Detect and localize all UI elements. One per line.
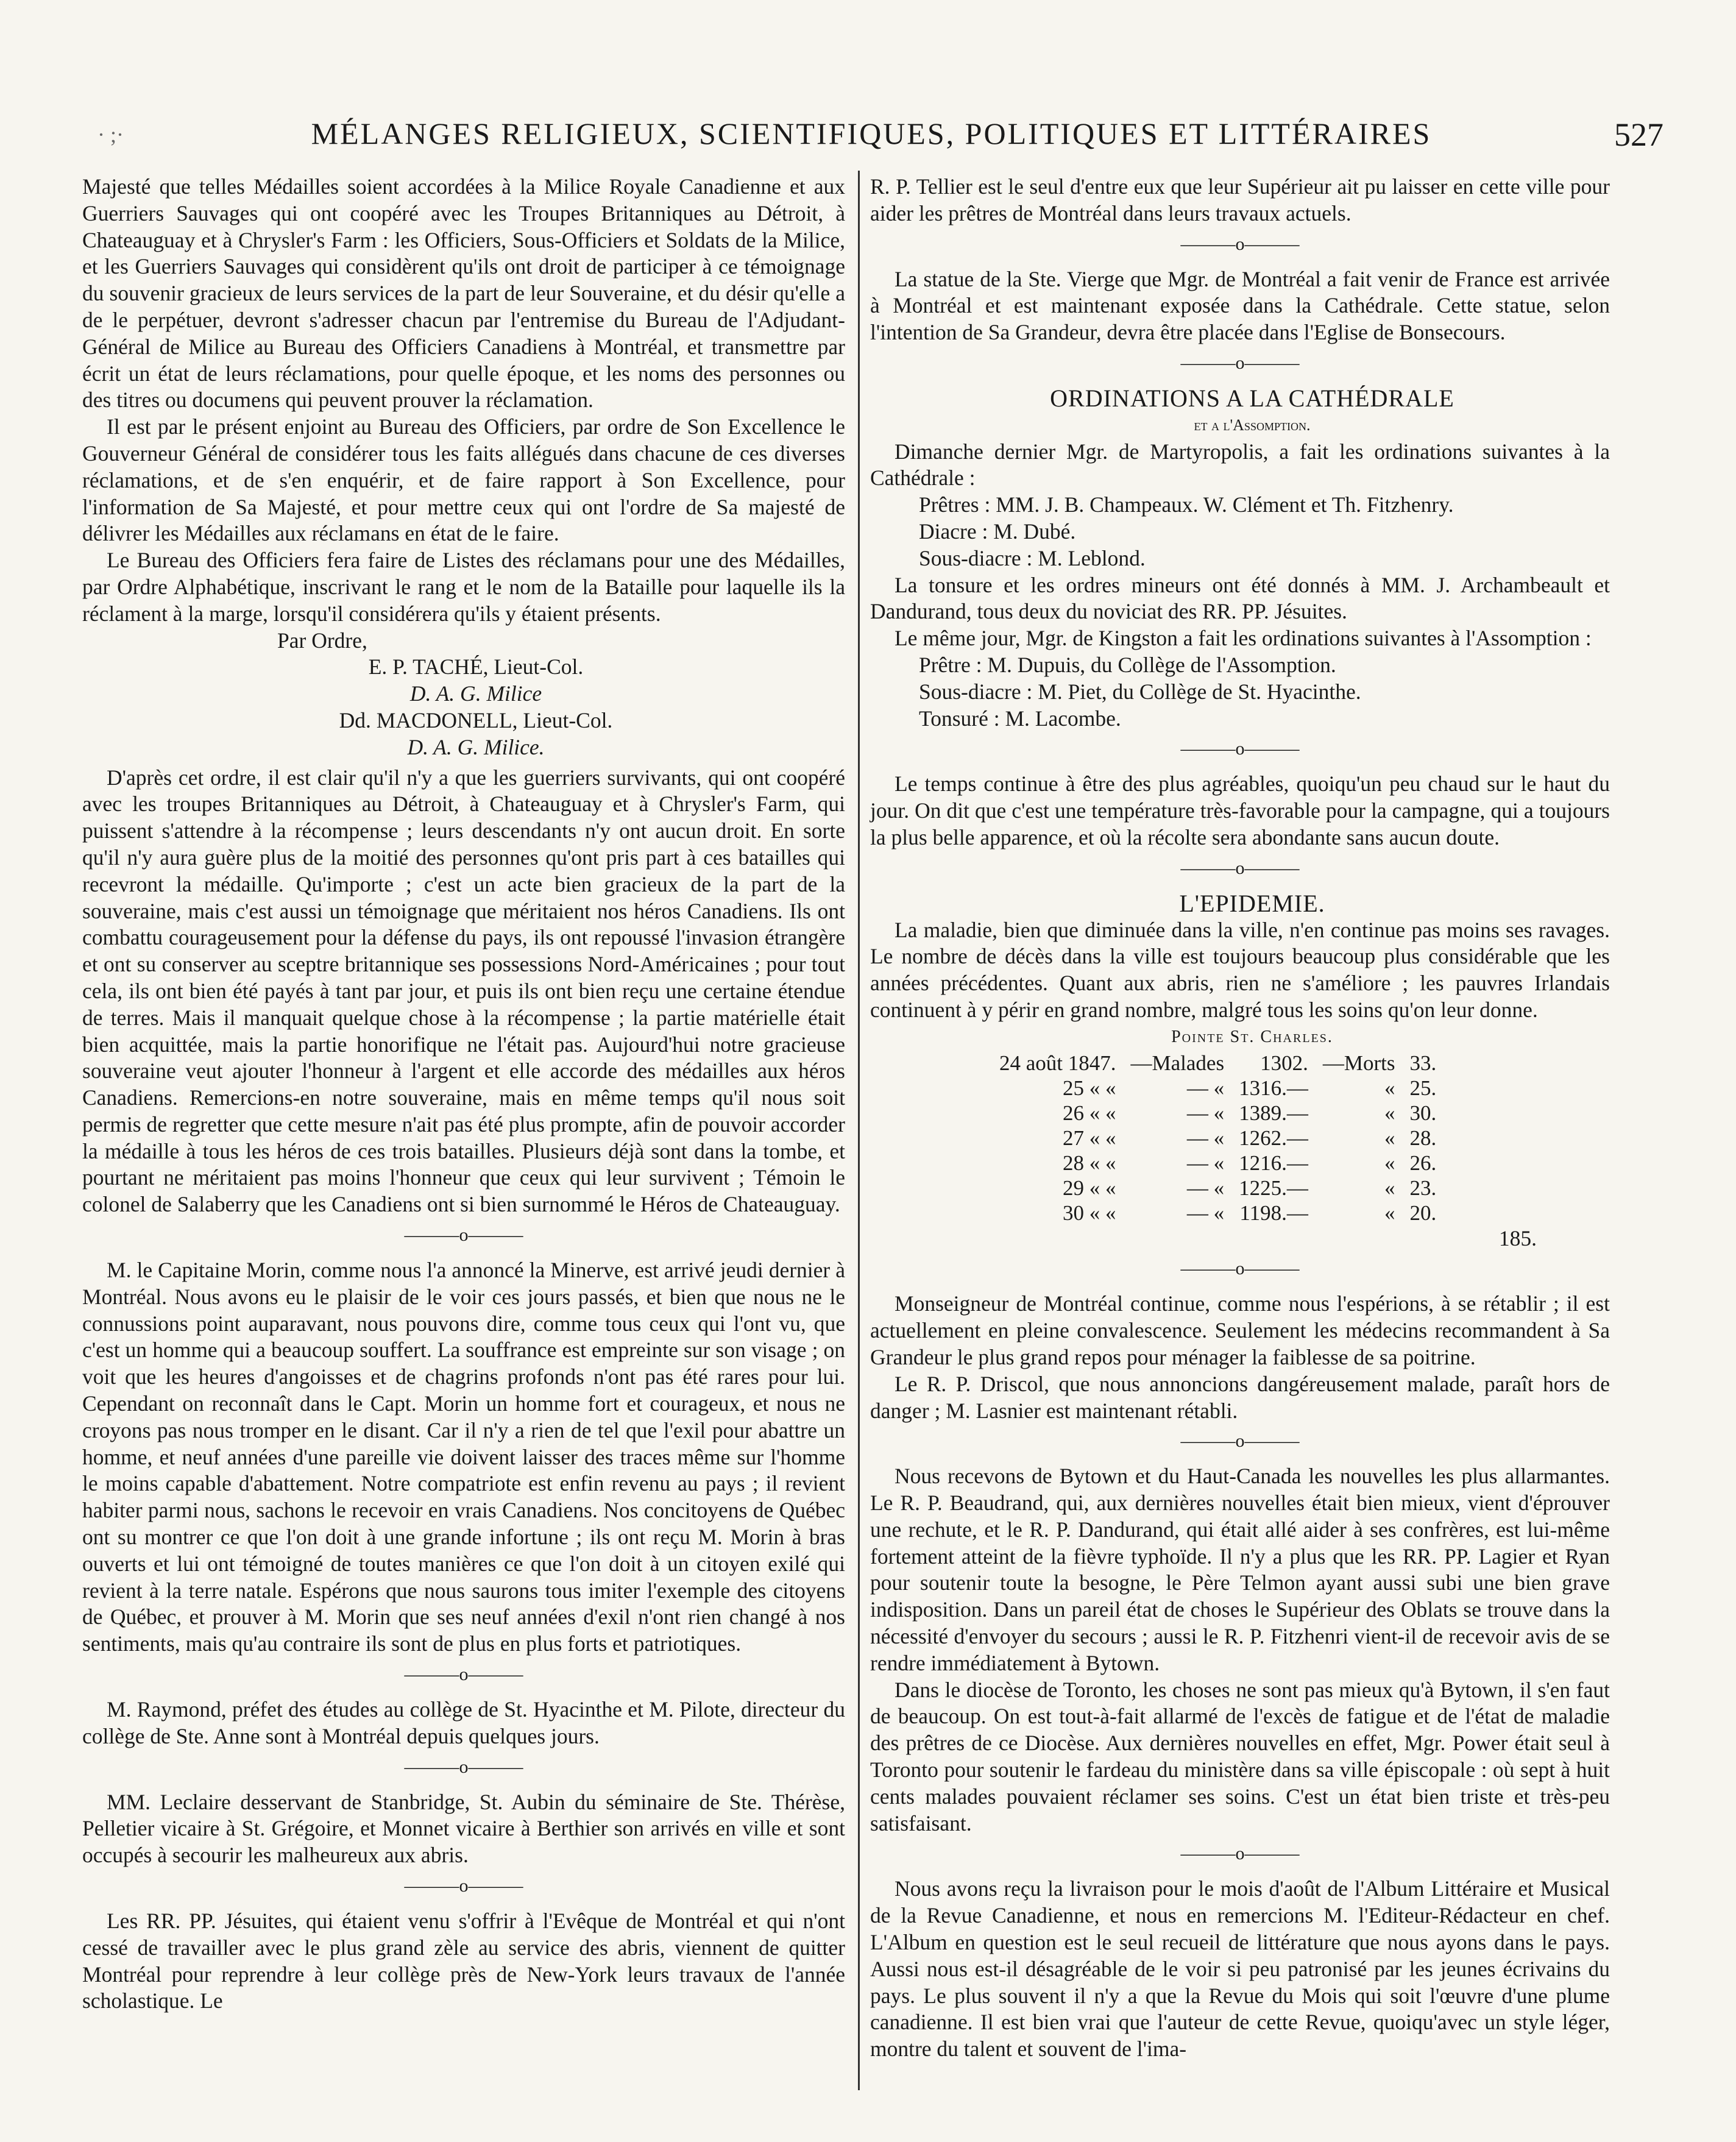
- paragraph: Il est par le présent enjoint au Bureau des Officiers, par ordre de Son Excellence le Gouverneur Général de considérer tous les faits allégués dans chacune de ces diverses réclamations, et de s'en enquérir, et de faire rapport à Son Excellence, pour l'information de Sa Majesté, et pour mettre ceux qui ont l'ordre de Sa majesté de délivrer les Médailles aux réclamans en état de le faire.: [82, 414, 845, 546]
- table-cell: 25.: [1409, 1076, 1437, 1100]
- section-separator: ———o———: [1180, 1258, 1300, 1279]
- signature-name: E. P. TACHÉ, Lieut-Col.: [368, 654, 584, 679]
- section-separator: ———o———: [1180, 233, 1300, 254]
- paragraph: La maladie, bien que diminuée dans la ville, n'en continue pas moins ses ravages. Le nombre de décès dans la ville est toujours beaucoup plus considérable que les années précédentes. Quant aux abris, rien ne s'améliore ; les pauvres Irlandais continuent à y périr en grand nombre, malgré tous les soins qu'on leur donne.: [870, 917, 1610, 1022]
- table-cell: 25 « «: [1063, 1076, 1116, 1100]
- table-cell: 1216.—: [1239, 1151, 1308, 1175]
- table-row: [992, 1176, 1444, 1200]
- paragraph: M. Raymond, préfet des études au collège de St. Hyacinthe et M. Pilote, directeur du collège de Ste. Anne sont à Montréal depuis quelques jours.: [82, 1697, 845, 1748]
- table-cell: «: [1384, 1200, 1395, 1225]
- table-cell: 33.: [1409, 1051, 1437, 1075]
- table-cell: — «: [1186, 1076, 1225, 1100]
- section-separator: ———o———: [1180, 352, 1300, 373]
- left-column: [82, 174, 845, 2015]
- table-row: [992, 1151, 1444, 1176]
- list-item: Tonsuré : M. Lacombe.: [919, 706, 1121, 731]
- table-row: [992, 1076, 1444, 1101]
- table-cell: 30.: [1409, 1101, 1437, 1125]
- table-cell: 20.: [1409, 1200, 1437, 1225]
- table-cell: 1225.—: [1239, 1176, 1308, 1200]
- ordinations-heading: ORDINATIONS A LA CATHÉDRALE: [1050, 384, 1454, 412]
- stats-total: 185.: [1498, 1225, 1537, 1250]
- table-cell: — «: [1186, 1151, 1225, 1175]
- section-separator: ———o———: [404, 1756, 523, 1777]
- folio-mark: · ;·: [97, 122, 124, 147]
- paragraph: Le temps continue à être des plus agréables, quoiqu'un peu chaud sur le haut du jour. On dit que c'est une température très-favorable pour la campagne, qui a toujours la plus belle apparence, et où la récolte sera abondante sans aucun doute.: [870, 771, 1610, 849]
- paragraph: Dimanche dernier Mgr. de Martyropolis, a fait les ordinations suivantes à la Cathédrale :: [870, 439, 1610, 491]
- table-row: [992, 1126, 1444, 1151]
- table-cell: 28.: [1409, 1126, 1437, 1150]
- table-cell: —Malades: [1130, 1051, 1225, 1075]
- signature-title: D. A. G. Milice: [409, 681, 542, 706]
- paragraph: R. P. Tellier est le seul d'entre eux que leur Supérieur ait pu laisser en cette ville pour aider les prêtres de Montréal dans leurs travaux actuels.: [870, 174, 1610, 225]
- table-row: [992, 1051, 1444, 1076]
- page-number: 527: [1614, 116, 1663, 153]
- paragraph: Les RR. PP. Jésuites, qui étaient venu s'offrir à l'Evêque de Montréal et qui n'ont cessé de travailler avec le plus grand zèle au service des abris, viennent de quitter Montréal pour reprendre à leur collège près de New-York leurs travaux de l'année scholastique. Le: [82, 1909, 845, 2013]
- section-separator: ———o———: [404, 1876, 523, 1896]
- paragraph: Nous recevons de Bytown et du Haut-Canada les nouvelles les plus allarmantes. Le R. P. Beaudrand, qui, aux dernières nouvelles était bien mieux, vient d'éprouver une rechute, et le R. P. Dandurand, qui était allé aider à ses confrères, est lui-même fortement atteint de la fièvre typhoïde. Il n'y a plus que les RR. PP. Lagier et Ryan pour soutenir toute la besogne, le Père Telmon ayant aussi subi une bien grave indisposition. Dans un pareil état de choses le Supérieur des Oblats se trouve dans la nécessité d'envoyer du secours ; aussi le R. P. Fitzhenri vient-il de recevoir avis de se rendre immédiatement à Bytown.: [870, 1464, 1610, 1675]
- stats-title: Pointe St. Charles.: [1171, 1027, 1333, 1046]
- paragraph: Nous avons reçu la livraison pour le mois d'août de l'Album Littéraire et Musical de la Revue Canadienne, et nous en remercions M. l'Editeur-Rédacteur en chef. L'Album en question est le seul recueil de littérature que nous ayons dans le pays. Aussi nous est-il désagréable de le voir si peu patronisé par les jeunes écrivains du pays. Le plus souvent il n'y a que la Revue du Mois qui soit l'œuvre d'une plume canadienne. Il est bien vrai que l'auteur de cette Revue, quoiqu'avec un style léger, montre du talent et souvent de l'ima-: [870, 1876, 1610, 2062]
- signature-title: D. A. G. Milice.: [407, 734, 545, 759]
- column-divider: [858, 171, 860, 2090]
- section-separator: ———o———: [1180, 739, 1300, 759]
- epidemie-heading: L'EPIDEMIE.: [1179, 889, 1325, 917]
- table-cell: — «: [1186, 1176, 1225, 1200]
- table-cell: 23.: [1409, 1176, 1437, 1200]
- paragraph: Dans le diocèse de Toronto, les choses ne sont pas mieux qu'à Bytown, il s'en faut de beaucoup. On est tout-à-fait allarmé de l'excès de fatigue et de l'état de maladie des prêtres de ce Diocèse. Aux dernières nouvelles en effet, Mgr. Power était seul à Toronto pour soutenir le fardeau du ministère dans sa ville épiscopale : où sept à huit cents malades pouvaient réclamer ses soins. C'est un état bien triste et très-peu satisfaisant.: [870, 1677, 1610, 1835]
- paragraph: La statue de la Ste. Vierge que Mgr. de Montréal a fait venir de France est arrivée à Montréal et est maintenant exposée dans la Cathédrale. Cette statue, selon l'intention de Sa Grandeur, devra être placée dans l'Eglise de Bonsecours.: [870, 266, 1610, 345]
- table-cell: 27 « «: [1063, 1126, 1116, 1150]
- table-cell: — «: [1186, 1101, 1225, 1125]
- table-cell: — «: [1186, 1126, 1225, 1150]
- right-column: [870, 174, 1610, 2063]
- table-cell: 1198.—: [1239, 1200, 1308, 1225]
- mortality-table: [992, 1051, 1444, 1225]
- list-item: Diacre : M. Dubé.: [919, 519, 1076, 544]
- paragraph: La tonsure et les ordres mineurs ont été donnés à MM. J. Archambeault et Dandurand, tous deux du noviciat des RR. PP. Jésuites.: [870, 572, 1610, 624]
- paragraph: M. le Capitaine Morin, comme nous l'a annoncé la Minerve, est arrivé jeudi dernier à Montréal. Nous avons eu le plaisir de le voir ces jours passés, et bien que nous ne le connussions point auparavant, nous pouvons dire, comme tous ceux qui l'ont vu, que c'est un homme qui a beaucoup souffert. La souffrance est empreinte sur son visage ; on voit que les heures d'angoisses et de chagrins profonds n'ont pas été rares pour lui. Cependant on reconnaît dans le Capt. Morin un homme fort et courageux, et nous ne croyons pas nous tromper en le disant. Car il n'y a rien de tel que l'exil pour abattre un homme, et neuf années d'une pareille vie doivent laisser des traces même sur l'homme le moins capable d'abattement. Notre compatriote est enfin revenu au pays ; il revient habiter parmi nous, sachons le recevoir en vrais Canadiens. Nos concitoyens de Québec ont su montrer ce que l'on doit à une grande infortune ; ils ont reçu M. Morin à bras ouverts et lui ont témoigné de toutes manières ce que l'on doit à un citoyen exilé qui revient à la terre natale. Espérons que nous saurons tous imiter l'exemple des citoyens de Québec, et prouver à M. Morin que ses neuf années d'exil n'ont rien changé à nos sentiments, mais qu'au contraire ils sont de plus en plus forts et patriotiques.: [82, 1258, 845, 1656]
- section-separator: ———o———: [1180, 1431, 1300, 1452]
- table-cell: 24 août 1847.: [999, 1051, 1116, 1075]
- list-item: Sous-diacre : M. Piet, du Collège de St. Hyacinthe.: [919, 679, 1361, 704]
- signature-name: Dd. MACDONELL, Lieut-Col.: [339, 707, 613, 732]
- paragraph: Majesté que telles Médailles soient accordées à la Milice Royale Canadienne et aux Guerriers Sauvages qui ont coopéré avec les Troupes Britanniques au Détroit, à Chateauguay et à Chrysler's Farm : les Officiers, Sous-Officiers et Soldats de la Milice, et les Guerriers Sauvages qui considèrent qu'ils ont droit de participer à ce témoignage du souvenir gracieux de leurs services de la part de leur Souveraine, et du désir qu'elle a de le perpétuer, devront s'adresser chacun par l'entremise du Bureau de l'Adjudant-Général de Milice au Bureau des Officiers Canadiens à Montréal, et transmettre par écrit un état de leurs réclamations, pour quelle époque, et les noms des personnes ou des titres ou documens qui peuvent prouver la réclamation.: [82, 174, 845, 413]
- section-separator: ———o———: [1180, 857, 1300, 878]
- table-cell: 30 « «: [1063, 1200, 1116, 1225]
- running-header: [79, 116, 1663, 158]
- table-cell: «: [1384, 1176, 1395, 1200]
- list-item: Prêtre : M. Dupuis, du Collège de l'Assomption.: [919, 652, 1336, 677]
- ordinations-subheading: et a l'Assomption.: [1194, 416, 1311, 434]
- table-row: [992, 1200, 1444, 1225]
- paragraph: Le R. P. Driscol, que nous annoncions dangéreusement malade, paraît hors de danger ; M. Lasnier est maintenant rétabli.: [870, 1371, 1610, 1423]
- table-cell: 1302.: [1260, 1051, 1308, 1075]
- list-item: Sous-diacre : M. Leblond.: [919, 545, 1146, 570]
- table-cell: 1316.—: [1239, 1076, 1308, 1100]
- table-cell: —Morts: [1322, 1051, 1395, 1075]
- table-cell: «: [1384, 1151, 1395, 1175]
- table-cell: 1389.—: [1239, 1101, 1308, 1125]
- paragraph: D'après cet ordre, il est clair qu'il n'y a que les guerriers survivants, qui ont coopéré avec les troupes Britanniques au Détroit, à Chateauguay et à Chrysler's Farm, qui puissent s'attendre à la récompense ; leurs descendants n'y ont aucun droit. En sorte qu'il n'y aura guère plus de la moitié des personnes qu'ont pris part à ces batailles qui recevront la médaille. Qu'importe ; c'est un acte bien gracieux de la part de la souveraine, mais c'est aussi un témoignage que méritaient nos héros Canadiens. Ils ont combattu courageusement pour la défense du pays, ils ont repoussé l'invasion étrangère et ont su conserver au sceptre britannique ses possessions Nord-Américaines ; pour tout cela, ils ont bien été payés à tant par jour, et puis ils ont bien reçu une certaine étendue de terres. Mais il manquait quelque chose à la récompense ; la partie matérielle était bien acquittée, mais la partie honorifique ne l'était pas. Aujourd'hui notre gracieuse souveraine veut ajouter l'honneur à l'argent et elle accorde des médailles aux héros Canadiens. Remercions-en notre souveraine, mais en même temps qu'il nous soit permis de regretter que cette mesure n'ait pas été plus prompte, afin de pouvoir accorder la médaille à tous les héros de ces trois batailles. Plusieurs déjà sont dans la tombe, et pourtant ne méritaient pas moins l'honneur que ceux qui leur survivent ; Témoin le colonel de Salaberry que les Canadiens ont si bien surnommé le Héros de Chateauguay.: [82, 765, 845, 1217]
- section-separator: ———o———: [404, 1664, 523, 1685]
- running-title: MÉLANGES RELIGIEUX, SCIENTIFIQUES, POLITIQUES ET LITTÉRAIRES: [311, 116, 1432, 151]
- table-cell: — «: [1186, 1200, 1225, 1225]
- table-cell: 28 « «: [1063, 1151, 1116, 1175]
- paragraph: MM. Leclaire desservant de Stanbridge, St. Aubin du séminaire de Ste. Thérèse, Pelletier vicaire à St. Grégoire, et Monnet vicaire à Berthier son arrivés en ville et sont occupés à secourir les malheureux aux abris.: [82, 1789, 845, 1868]
- table-cell: 26.: [1409, 1151, 1437, 1175]
- paragraph: Le même jour, Mgr. de Kingston a fait les ordinations suivantes à l'Assomption :: [895, 626, 1592, 651]
- table-cell: 26 « «: [1063, 1101, 1116, 1125]
- table-cell: 29 « «: [1063, 1176, 1116, 1200]
- table-cell: «: [1384, 1076, 1395, 1100]
- table-cell: 1262.—: [1239, 1126, 1308, 1150]
- signature-par-ordre: Par Ordre,: [277, 628, 367, 653]
- section-separator: ———o———: [404, 1225, 523, 1246]
- paragraph: Le Bureau des Officiers fera faire de Listes des réclamans pour une des Médailles, par Ordre Alphabétique, inscrivant le rang et le nom de la Bataille pour laquelle ils la réclament à la marge, lorsqu'il considérera qu'ils y étaient présents.: [82, 548, 845, 626]
- paragraph: Monseigneur de Montréal continue, comme nous l'espérions, à se rétablir ; il est actuellement en pleine convalescence. Seulement les médecins recommandent à Sa Grandeur le plus grand repos pour ménager la faiblesse de sa poitrine.: [870, 1291, 1610, 1369]
- section-separator: ———o———: [1180, 1843, 1300, 1864]
- list-item: Prêtres : MM. J. B. Champeaux. W. Clément et Th. Fitzhenry.: [919, 492, 1454, 517]
- table-cell: «: [1384, 1101, 1395, 1125]
- table-row: [992, 1101, 1444, 1126]
- table-cell: «: [1384, 1126, 1395, 1150]
